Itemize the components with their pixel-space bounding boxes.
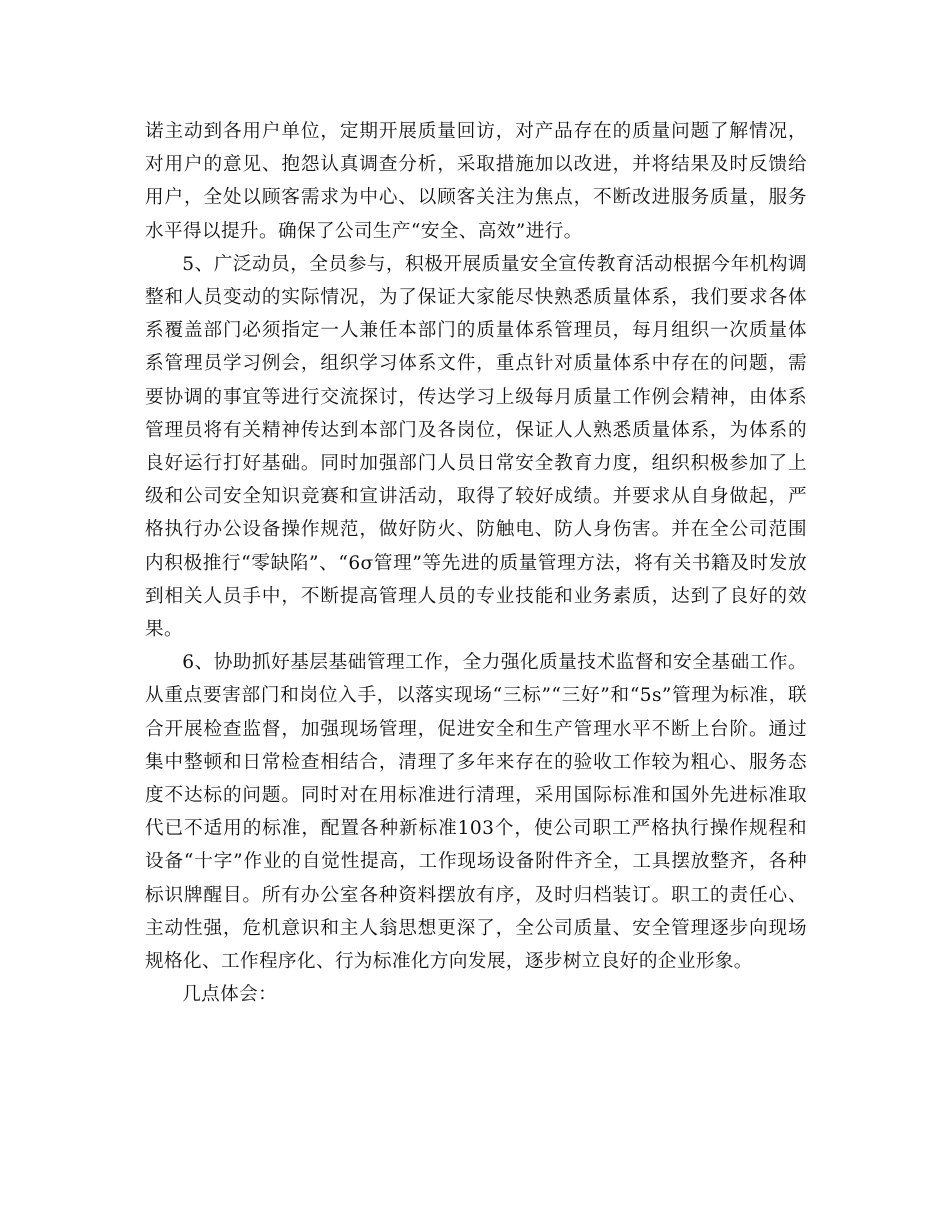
paragraph-item-5: 5、广泛动员，全员参与，积极开展质量安全宣传教育活动根据今年机构调整和人员变动的实际情况，为了保证大家能尽快熟悉质量体系，我们要求各体系覆盖部门必须指定一人兼任本部门的质量体系管理员，每月组织一次质量体系管理员学习例会，组织学习体系文件，重点针对质量体系中存在的问题，需要协调的事宜等进行交流探讨，传达学习上级每月质量工作例会精神，由体系管理员将有关精神传达到本部门及各岗位，保证人人熟悉质量体系，为体系的良好运行打好基础。同时加强部门人员日常安全教育力度，组织积极参加了上级和公司安全知识竞赛和宣讲活动，取得了较好成绩。并要求从自身做起，严格执行办公设备操作规范，做好防火、防触电、防人身伤害。并在全公司范围内积极推行“零缺陷”、“6σ管理”等先进的质量管理方法，将有关书籍及时发放到相关人员手中，不断提高管理人员的专业技能和业务素质，达到了良好的效果。: [145, 253, 807, 641]
paragraph-continuation: 诺主动到各用户单位，定期开展质量回访，对产品存在的质量问题了解情况，对用户的意见、抱怨认真调查分析，采取措施加以改进，并将结果及时反馈给用户，全处以顾客需求为中心、以顾客关注为焦点，不断改进服务质量，服务水平得以提升。确保了公司生产“安全、高效”进行。: [145, 121, 807, 242]
document-body: [145, 115, 807, 1011]
paragraph-item-6: 6、协助抓好基层基础管理工作，全力强化质量技术监督和安全基础工作。从重点要害部门和岗位入手，以落实现场“三标”“三好”和“5s”管理为标准，联合开展检查监督，加强现场管理，促进安全和生产管理水平不断上台阶。通过集中整顿和日常检查相结合，清理了多年来存在的验收工作较为粗心、服务态度不达标的问题。同时对在用标准进行清理，采用国际标准和国外先进标准取代已不适用的标准，配置各种新标准103个，使公司职工严格执行操作规程和设备“十字”作业的自觉性提高，工作现场设备附件齐全，工具摆放整齐，各种标识牌醒目。所有办公室各种资料摆放有序，及时归档装订。职工的责任心、主动性强，危机意识和主人翁思想更深了，全公司质量、安全管理逐步向现场规格化、工作程序化、行为标准化方向发展，逐步树立良好的企业形象。: [145, 652, 807, 973]
paragraph-heading-insights: 几点体会：: [182, 984, 278, 1006]
